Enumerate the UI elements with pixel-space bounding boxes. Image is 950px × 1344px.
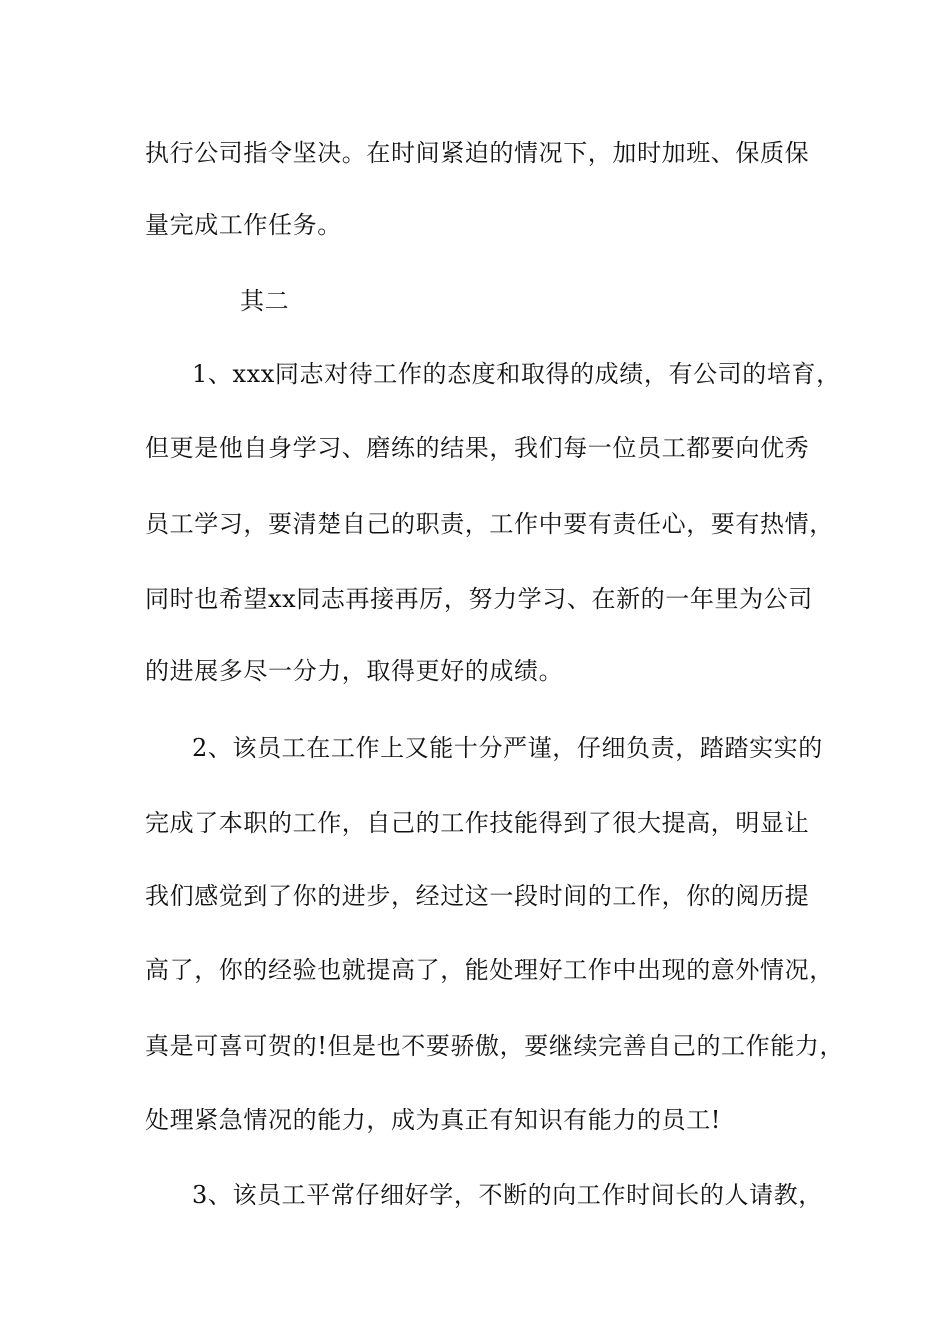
paragraph-line: 员工学习，要清楚自己的职责，工作中要有责任心，要有热情， xyxy=(145,510,834,538)
paragraph-line: 高了，你的经验也就提高了，能处理好工作中出现的意外情况， xyxy=(145,956,834,984)
paragraph-line: 处理紧急情况的能力，成为真正有知识有能力的员工! xyxy=(145,1106,722,1134)
paragraph-line: 的进展多尽一分力，取得更好的成绩。 xyxy=(145,657,564,685)
section-heading: 其二 xyxy=(240,287,290,315)
paragraph-line: 真是可喜可贺的!但是也不要骄傲，要继续完善自己的工作能力， xyxy=(145,1032,845,1060)
paragraph-line: 3、该员工平常仔细好学，不断的向工作时间长的人请教， xyxy=(192,1181,823,1209)
paragraph-line: 1、xxx同志对待工作的态度和取得的成绩，有公司的培育， xyxy=(192,360,841,388)
paragraph-line: 但更是他自身学习、磨练的结果，我们每一位员工都要向优秀 xyxy=(145,434,810,462)
paragraph-line: 我们感觉到了你的进步，经过这一段时间的工作，你的阅历提 xyxy=(145,882,810,910)
paragraph-line: 同时也希望xx同志再接再厉，努力学习、在新的一年里为公司 xyxy=(145,585,813,613)
paragraph-line: 执行公司指令坚决。在时间紧迫的情况下，加时加班、保质保 xyxy=(145,139,810,167)
paragraph-line: 量完成工作任务。 xyxy=(145,211,342,239)
paragraph-line: 2、该员工在工作上又能十分严谨，仔细负责，踏踏实实的 xyxy=(192,734,823,762)
paragraph-line: 完成了本职的工作，自己的工作技能得到了很大提高，明显让 xyxy=(145,809,810,837)
